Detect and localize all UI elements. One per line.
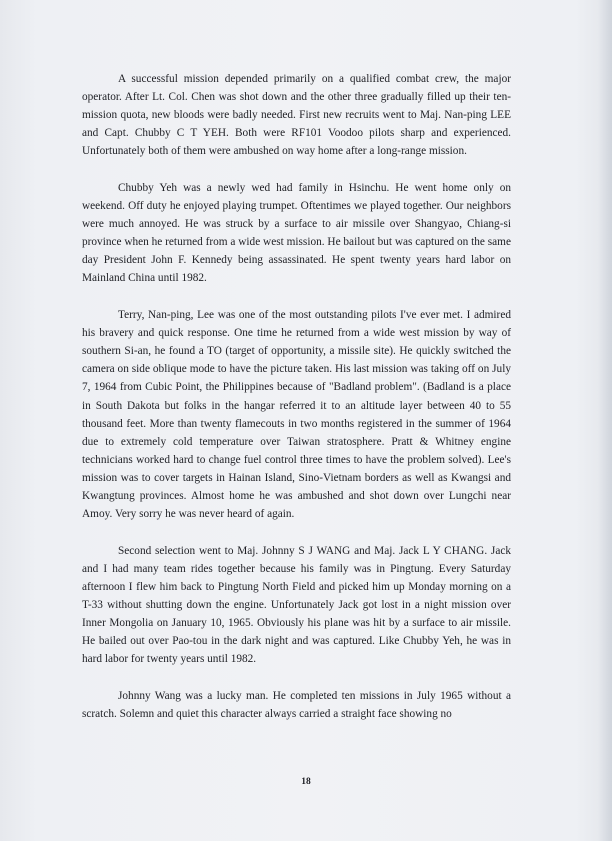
page-number: 18 [301, 777, 311, 787]
paragraph-chubby-yeh: Chubby Yeh was a newly wed had family in Hsinchu. He went home only on weekend. Off duty he enjoyed playing trumpet. Oftentimes we played together. Our neighbors were much annoyed. He was struck by a surface to air missile over Shangyao, Chiang-si province when he returned from a wide west mission. He bailout but was captured on the same day President John F. Kennedy being assassinated. He spent twenty years hard labor on Mainland China until 1982. [82, 181, 511, 285]
paragraph-johnny-wang: Johnny Wang was a lucky man. He completed ten missions in July 1965 without a scratch. Solemn and quiet this character always carried a straight face showing no [82, 689, 511, 720]
page-edge-shadow [598, 0, 612, 841]
paragraph-terry-lee: Terry, Nan-ping, Lee was one of the most outstanding pilots I've ever met. I admired his bravery and quick response. One time he returned from a wide west mission by way of southern Si-an, he found a TO (target of opportunity, a missile site). He quickly switched the camera on side oblique mode to have the picture taken. His last mission was taking off on July 7, 1964 from Cubic Point, the Philippines because of "Badland problem". (Badland is a place in South Dakota but folks in the hangar referred it to an altitude layer between 40 to 55 thousand feet. More than twenty flamecouts in two months registered in the summer of 1964 due to extremely cold temperature over Taiwan stratosphere. Pratt & Whitney engine technicians worked hard to change fuel control three times to have the problem solved). Lee's mission was to cover targets in Hainan Island, Sino-Vietnam borders as well as Kwangsi and Kwangtung provinces. Almost home he was ambushed and shot down over Lungchi near Amoy. Very sorry he was never heard of again. [82, 309, 511, 521]
paragraph-second-selection: Second selection went to Maj. Johnny S J WANG and Maj. Jack L Y CHANG. Jack and I had many team rides together because his family was in Pingtung. Every Saturday afternoon I flew him back to Pingtung North Field and picked him up Monday morning on a T-33 without shutting down the engine. Unfortunately Jack got lost in a night mission over Inner Mongolia on January 10, 1965. Obviously his plane was hit by a surface to air missile. He bailed out over Pao-tou in the dark night and was captured. Like Chubby Yeh, he was in hard labor for twenty years until 1982. [82, 544, 511, 666]
paragraph-mission-crew: A successful mission depended primarily on a qualified combat crew, the major operator. After Lt. Col. Chen was shot down and the other three gradually filled up their ten-mission quota, new bloods were badly needed. First new recruits went to Maj. Nan-ping LEE and Capt. Chubby C T YEH. Both were RF101 Voodoo pilots sharp and experienced. Unfortunately both of them were ambushed on way home after a long-range mission. [82, 73, 511, 158]
body-text [82, 70, 511, 723]
